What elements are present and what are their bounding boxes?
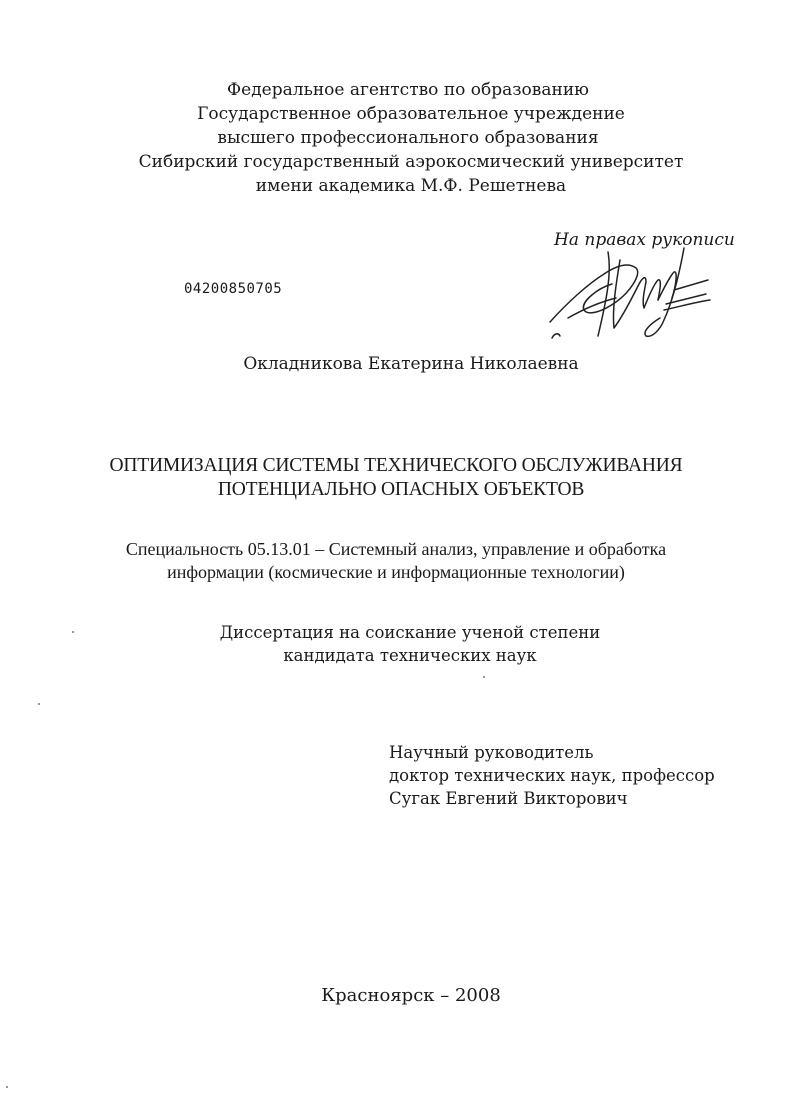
handwritten-signature [546,240,726,350]
scan-speck [483,676,485,678]
registration-code: 04200850705 [184,281,283,297]
specialty [0,538,792,584]
institution-header [0,78,792,198]
dissertation-title [0,454,792,502]
supervisor-block [389,741,715,810]
title-line-2: ПОТЕНЦИАЛЬНО ОПАСНЫХ ОБЪЕКТОВ [217,479,585,500]
degree-line-1: Диссертация на соискание ученой степени [219,623,601,642]
header-institution-type: Государственное образовательное учреждение [197,104,625,124]
header-university-named-after: имени академика М.Ф. Решетнева [255,176,567,196]
header-agency: Федеральное агентство по образованию [227,80,589,100]
specialty-line-1: Специальность 05.13.01 – Системный анализ, управление и обработка [125,539,667,559]
supervisor-role: Научный руководитель [389,743,594,762]
scan-speck [38,703,40,705]
city-year: Красноярск – 2008 [321,985,501,1006]
specialty-line-2: информации (космические и информационные технологии) [167,562,625,582]
scan-speck [6,1086,8,1088]
scan-speck [72,631,74,633]
header-university: Сибирский государственный аэрокосмический университет [138,152,684,172]
supervisor-name: Сугак Евгений Викторович [389,789,628,808]
author-name: Окладникова Екатерина Николаевна [243,354,579,374]
degree-line-2: кандидата технических наук [283,646,537,665]
degree-statement [0,621,792,667]
title-line-1: ОПТИМИЗАЦИЯ СИСТЕМЫ ТЕХНИЧЕСКОГО ОБСЛУЖИВАНИЯ [109,455,683,476]
header-education-level: высшего профессионального образования [217,128,599,148]
supervisor-credentials: доктор технических наук, профессор [389,766,715,785]
rights-note: На правах рукописи [554,230,735,250]
